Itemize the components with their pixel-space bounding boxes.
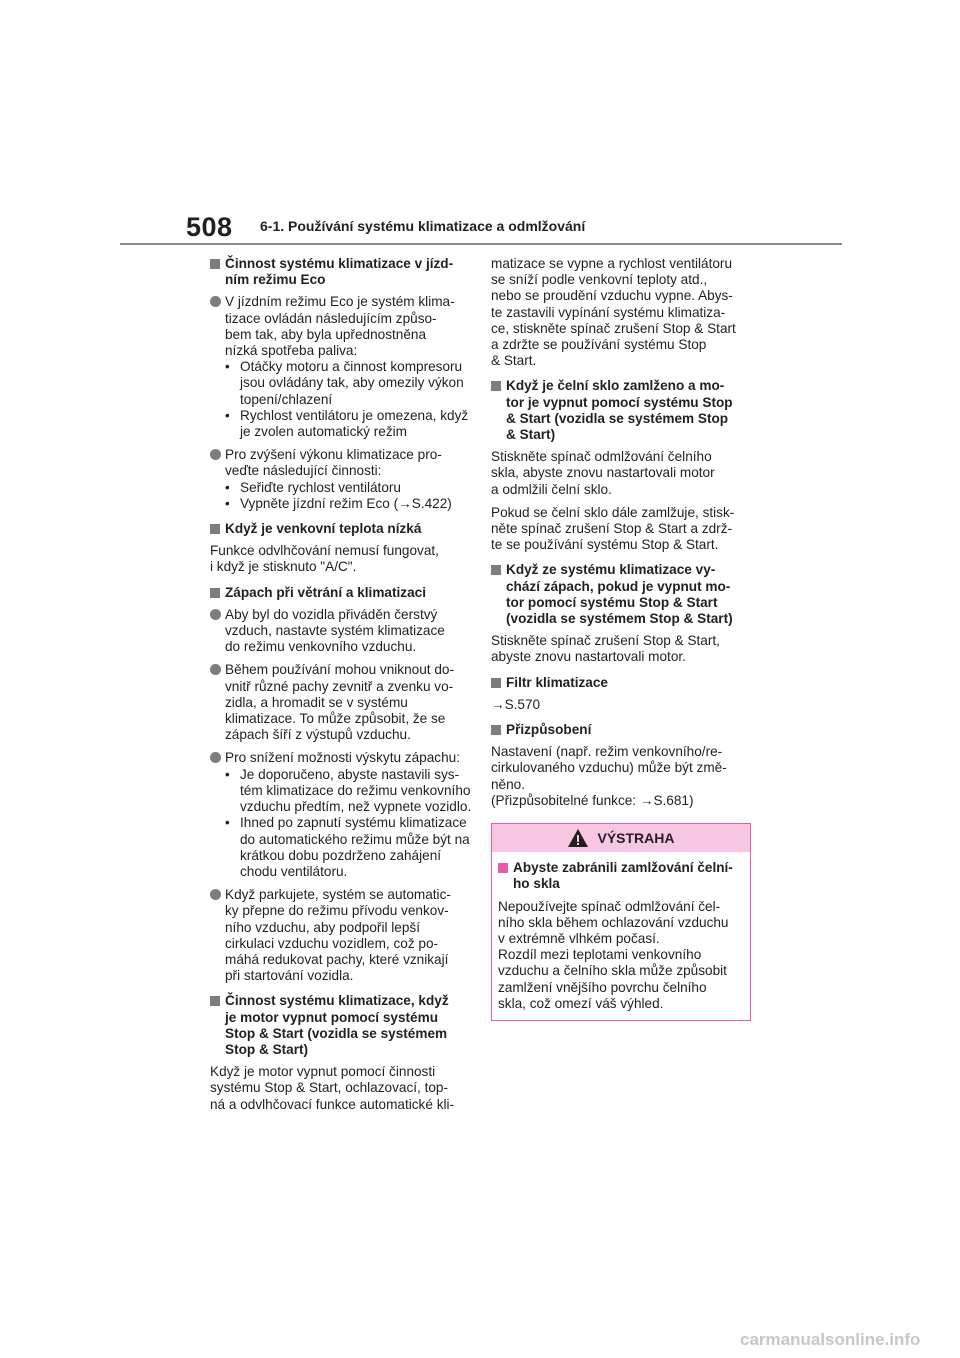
stop-start-text-continued: matizace se vypne a rychlost ventilátoru se sníží podle venkovní teploty atd., nebo se proudění vzduchu vypne. Abys- te zastavili vypínání systému klimatiza- ce, stiskněte spínač zrušení Stop & Start a zdržte se používání systému Stop & Start. xyxy=(491,256,736,369)
warning-box xyxy=(491,823,751,1021)
smell-bullet-2-text: Ihned po zapnutí systému klimatizace do automatického režimu může být na krátkou dobu pozdrženo zahájení chodu ventilátoru. xyxy=(240,815,470,879)
square-bullet-icon xyxy=(491,381,501,391)
stop-start-heading xyxy=(210,993,472,1058)
page-number: 508 xyxy=(186,212,233,242)
square-bullet-icon xyxy=(491,678,501,688)
odor-text: Stiskněte spínač zrušení Stop & Start, abyste znovu nastartovali motor. xyxy=(491,633,720,665)
eco-bullet-1-text: Otáčky motoru a činnost kompresoru jsou ovládány tak, aby omezily výkon topení/chlazení xyxy=(240,359,464,407)
stop-start-text: Když je motor vypnut pomocí činnosti systému Stop & Start, ochlazovací, top- ná a odvlhčovací funkce automatické kli- xyxy=(210,1064,455,1112)
eco-para-2 xyxy=(210,447,472,512)
customization-text: Nastavení (např. režim venkovního/re- cirkulovaného vzduchu) může být změ- něno. (Přizpůsobitelné funkce: →S.681) xyxy=(491,744,727,808)
eco-bullet-1: • Otáčky motoru a činnost kompresoru jsou ovládány tak, aby omezily výkon topení/chlazení xyxy=(225,359,464,407)
right-column xyxy=(491,256,753,1021)
square-bullet-icon xyxy=(498,863,508,873)
odor-heading xyxy=(491,562,753,627)
warning-text: Nepoužívejte spínač odmlžování čel- ního skla během ochlazování vzduchu v extrémně vlhkém počasí. Rozdíl mezi teplotami venkovního vzduchu a čelního skla může způsobit zamlžení vnějšího povrchu čelního skla, což omezí váš výhled. xyxy=(498,898,729,1011)
low-temp-text: Funkce odvlhčování nemusí fungovat, i když je stisknuto "A/C". xyxy=(210,543,439,575)
fog-heading xyxy=(491,378,753,443)
eco-heading-text: Činnost systému klimatizace v jízd- ním režimu Eco xyxy=(225,256,454,288)
fog-para-2: Pokud se čelní sklo dále zamlžuje, stisk- něte spínač zrušení Stop & Start a zdrž- te se používání systému Stop & Start. xyxy=(491,504,735,553)
square-bullet-icon xyxy=(210,259,220,269)
eco-bullet-3-text: Seřiďte rychlost ventilátoru xyxy=(240,479,401,495)
eco-bullet-4-text: Vypněte jízdní režim Eco (→S.422) xyxy=(240,495,452,511)
filter-reference-link[interactable]: →S.570 xyxy=(491,696,541,712)
chapter-title: 6-1. Používání systému klimatizace a odmlžování xyxy=(260,218,586,234)
circle-bullet-icon xyxy=(210,609,221,620)
filter-heading xyxy=(491,675,753,691)
smell-para-1-text: Aby byl do vozidla přiváděn čerstvý vzduch, nastavte systém klimatizace do režimu venkovního vzduchu. xyxy=(225,606,445,655)
square-bullet-icon xyxy=(491,725,501,735)
stop-start-heading-text: Činnost systému klimatizace, když je motor vypnut pomocí systému Stop & Start (vozidla se systémem Stop & Start) xyxy=(225,993,449,1057)
eco-bullet-2-text: Rychlost ventilátoru je omezena, když je zvolen automatický režim xyxy=(240,407,469,440)
odor-heading-text: Když ze systému klimatizace vy- chází zápach, pokud je vypnut mo- tor pomocí systému Stop & Start (vozidla se systémem Stop & Start) xyxy=(506,562,733,627)
square-bullet-icon xyxy=(210,996,220,1006)
circle-bullet-icon xyxy=(210,889,221,900)
left-column xyxy=(210,256,472,1113)
smell-para-3-text: Pro snížení možnosti výskytu zápachu: xyxy=(225,750,460,766)
warning-heading xyxy=(498,860,744,892)
circle-bullet-icon xyxy=(210,752,221,763)
warning-triangle-icon xyxy=(567,828,589,848)
header-rule xyxy=(120,243,842,245)
smell-para-2 xyxy=(210,662,472,743)
smell-heading xyxy=(210,585,472,601)
circle-bullet-icon xyxy=(210,664,221,675)
eco-para-2-text: Pro zvýšení výkonu klimatizace pro- veďte následující činnosti: xyxy=(225,447,442,479)
smell-bullet-1: • Je doporučeno, abyste nastavili sys- tém klimatizace do režimu venkovního vzduchu předtím, než vypnete vozidlo. xyxy=(225,766,472,815)
circle-bullet-icon xyxy=(210,296,221,307)
smell-para-2-text: Během používání mohou vniknout do- vnitř různé pachy zevnitř a zvenku vo- zidla, a hromadit se v systému klimatizace. To může způsobit, že se zápach šíří z výstupů vzduchu. xyxy=(225,662,454,743)
eco-bullet-4: • Vypněte jízdní režim Eco (→S.422) xyxy=(225,495,452,511)
circle-bullet-icon xyxy=(210,449,221,460)
warning-header xyxy=(492,824,750,852)
customization-heading xyxy=(491,722,753,738)
smell-para-3 xyxy=(210,750,472,880)
fog-heading-text: Když je čelní sklo zamlženo a mo- tor je vypnut pomocí systému Stop & Start (vozidla se systémem Stop & Start) xyxy=(506,378,733,443)
smell-para-1 xyxy=(210,607,472,656)
warning-heading-text: Abyste zabránili zamlžování čelní- ho skla xyxy=(513,860,733,892)
warning-body xyxy=(492,852,750,1012)
square-bullet-icon xyxy=(210,588,220,598)
eco-bullet-3: • Seřiďte rychlost ventilátoru xyxy=(225,479,401,495)
low-temp-heading xyxy=(210,521,472,537)
fog-para-1: Stiskněte spínač odmlžování čelního skla, abyste znovu nastartovali motor a odmlžili čelní sklo. xyxy=(491,449,715,497)
eco-heading xyxy=(210,256,472,288)
smell-para-4 xyxy=(210,887,472,984)
watermark-text: carmanualsonline.info xyxy=(740,1330,921,1349)
eco-para-1-text: V jízdním režimu Eco je systém klima- tizace ovládán následujícím způso- bem tak, aby byla upřednostněna nízká spotřeba paliva: xyxy=(225,294,455,359)
square-bullet-icon xyxy=(491,565,501,575)
smell-para-4-text: Když parkujete, systém se automatic- ky přepne do režimu přívodu venkov- ního vzduchu, aby podpořil lepší cirkulaci vzduchu vozidlem, což po- máhá redukovat pachy, které vznikají při startování vozidla. xyxy=(225,887,451,984)
smell-bullet-1-text: Je doporučeno, abyste nastavili sys- tém klimatizace do režimu venkovního vzduchu předtím, než vypnete vozidlo. xyxy=(240,766,472,815)
low-temp-heading-text: Když je venkovní teplota nízká xyxy=(225,521,422,537)
smell-heading-text: Zápach při větrání a klimatizaci xyxy=(225,584,426,600)
eco-para-1 xyxy=(210,294,472,440)
warning-title: VÝSTRAHA xyxy=(597,829,675,846)
filter-heading-text: Filtr klimatizace xyxy=(506,674,608,690)
square-bullet-icon xyxy=(210,524,220,534)
customization-heading-text: Přizpůsobení xyxy=(506,722,592,738)
eco-bullet-2: • Rychlost ventilátoru je omezena, když je zvolen automatický režim xyxy=(225,407,469,440)
smell-bullet-2: • Ihned po zapnutí systému klimatizace do automatického režimu může být na krátkou dobu pozdrženo zahájení chodu ventilátoru. xyxy=(225,815,470,879)
